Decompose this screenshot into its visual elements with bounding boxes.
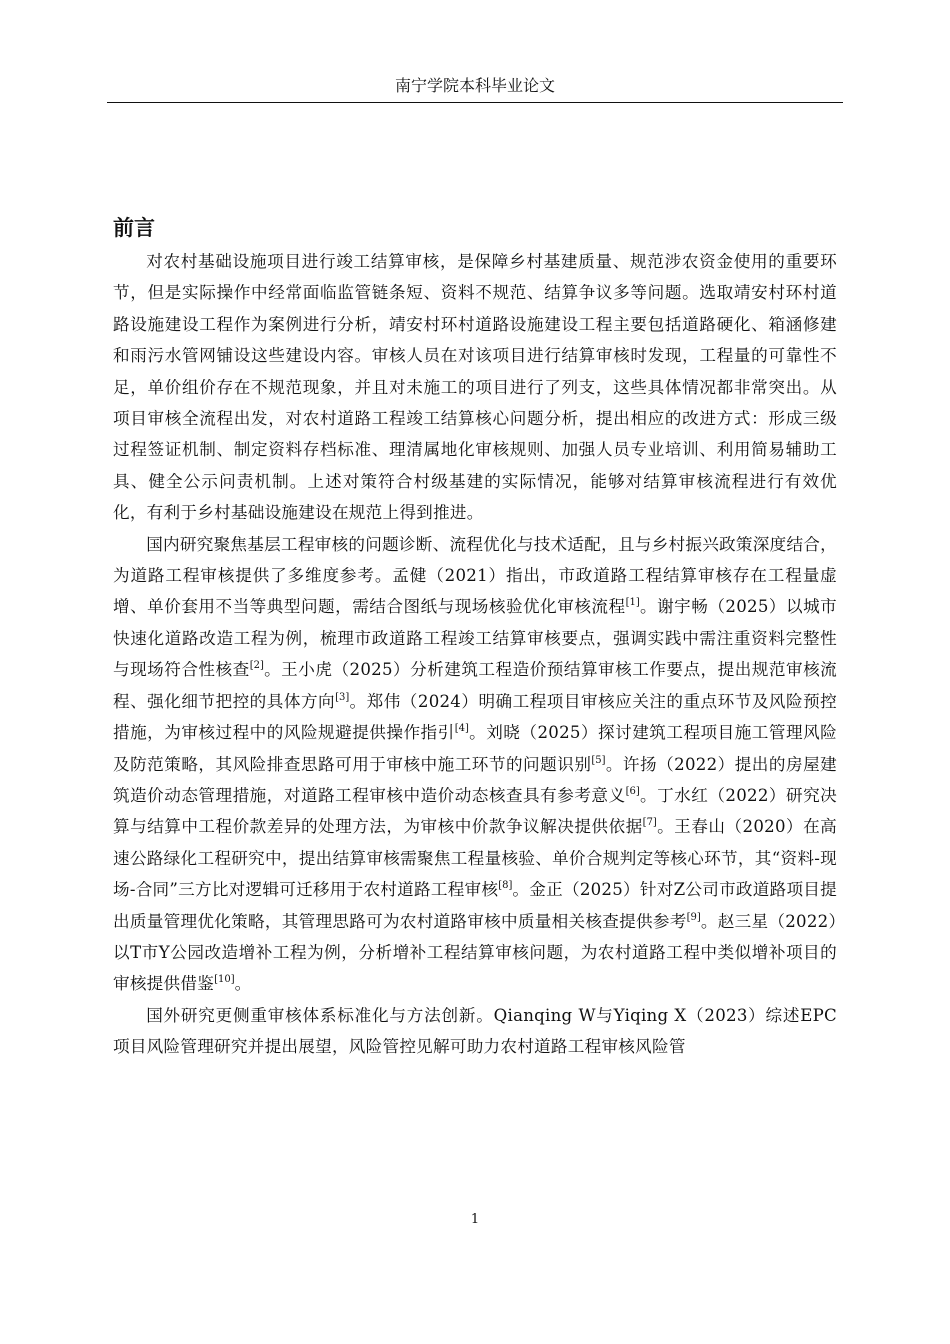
text-run: 。许扬（2022）提出的房屋建筑造价动态管理措施，对道路工程审核中造价动态核查具有参考意义 xyxy=(113,754,837,805)
text-run: 。郑伟（2024）明确工程项目审核应关注的重点环节及风险预控措施，为审核过程中的风险规避提供操作指引 xyxy=(113,691,838,743)
section-title: 前言 xyxy=(113,216,155,240)
page-number: 1 xyxy=(470,1212,480,1227)
text-run: 。赵三星（2022）以T市Y公园改造增补工程为例，分析增补工程结算审核问题，为农村道路工程中类似增补项目的审核提供借鉴 xyxy=(113,911,837,994)
text-run: 国外研究更侧重审核体系标准化与方法创新。Qianqing W与Yiqing X（2023）综述EPC项目风险管理研究并提出展望，风险管控见解可助力农村道路工程审核风险管 xyxy=(113,1005,837,1057)
citation-ref: [4] xyxy=(454,723,469,735)
text-run: 。刘晓（2025）探讨建筑工程项目施工管理风险及防范策略，其风险排查思路可用于审核中施工环节的问题识别 xyxy=(113,723,837,774)
citation-ref: [1] xyxy=(625,597,640,609)
text-run: 。王春山（2020）在高速公路绿化工程研究中，提出结算审核需聚焦工程量核验、单价合规判定等核心环节，其“资料-现场-合同”三方比对逻辑可迁移用于农村道路工程审核 xyxy=(113,817,838,900)
citation-ref: [8] xyxy=(498,880,513,892)
text-run: 。谢宇畅（2025）以城市快速化道路改造工程为例，梳理市政道路工程竣工结算审核要点，强调实践中需注重资料完整性与现场符合性核查 xyxy=(113,597,837,680)
body-text xyxy=(113,246,837,1063)
running-header: 南宁学院本科毕业论文 xyxy=(394,76,555,95)
citation-ref: [9] xyxy=(686,911,701,923)
citation-ref: [6] xyxy=(625,785,640,797)
text-run: 。丁水红（2022）研究决算与结算中工程价款差异的处理方法，为审核中价款争议解决提供依据 xyxy=(113,785,837,837)
paragraph-3 xyxy=(113,1000,837,1063)
citation-ref: [7] xyxy=(642,817,657,829)
text-run: 。 xyxy=(234,974,252,994)
paragraph-1 xyxy=(113,246,837,529)
header-rule xyxy=(107,102,843,103)
text-run: 国内研究聚焦基层工程审核的问题诊断、流程优化与技术适配，且与乡村振兴政策深度结合，为道路工程审核提供了多维度参考。孟健（2021）指出，市政道路工程结算审核存在工程量虚增、单价套用不当等典型问题，需结合图纸与现场核验优化审核流程 xyxy=(113,534,837,617)
citation-ref: [3] xyxy=(335,691,350,703)
citation-ref: [5] xyxy=(591,754,606,766)
paragraph-2 xyxy=(113,529,837,1000)
text-run: 对农村基础设施项目进行竣工结算审核，是保障乡村基建质量、规范涉农资金使用的重要环节，但是实际操作中经常面临监管链条短、资料不规范、结算争议多等问题。选取靖安村环村道路设施建设工程作为案例进行分析，靖安村环村道路设施建设工程主要包括道路硬化、箱涵修建和雨污水管网铺设这些建设内容。审核人员在对该项目进行结算审核时发现，工程量的可靠性不足，单价组价存在不规范现象，并且对未施工的项目进行了列支，这些具体情况都非常突出。从项目审核全流程出发，对农村道路工程竣工结算核心问题分析，提出相应的改进方式：形成三级过程签证机制、制定资料存档标准、理清属地化审核规则、加强人员专业培训、利用简易辅助工具、健全公示问责机制。上述对策符合村级基建的实际情况，能够对结算审核流程进行有效优化，有利于乡村基础设施建设在规范上得到推进。 xyxy=(113,252,837,523)
text-run: 。王小虎（2025）分析建筑工程造价预结算审核工作要点，提出规范审核流程、强化细节把控的具体方向 xyxy=(113,660,837,711)
text-run: 。金正（2025）针对Z公司市政道路项目提出质量管理优化策略，其管理思路可为农村道路审核中质量相关核查提供参考 xyxy=(113,880,837,931)
citation-ref: [2] xyxy=(249,660,264,672)
citation-ref: [10] xyxy=(214,974,235,986)
